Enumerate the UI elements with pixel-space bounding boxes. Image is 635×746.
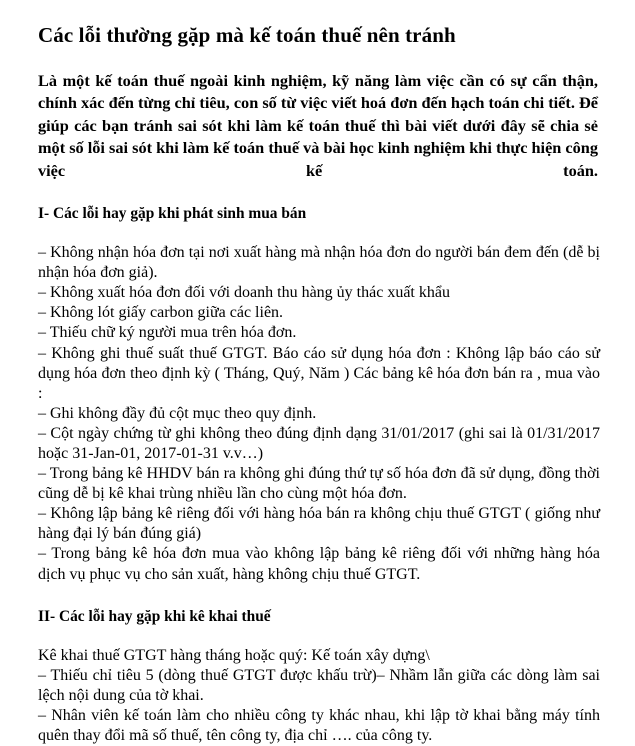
list-item: – Ghi không đầy đủ cột mục theo quy định. bbox=[38, 404, 317, 422]
section-two-heading: II- Các lỗi hay gặp khi kê khai thuế bbox=[38, 607, 271, 625]
page-title: Các lỗi thường gặp mà kế toán thuế nên tránh bbox=[38, 23, 456, 47]
list-item: – Không nhận hóa đơn tại nơi xuất hàng mà nhận hóa đơn do người bán đem đến (dễ bị nhận hóa đơn giả). bbox=[38, 244, 600, 282]
intro-paragraph: Là một kế toán thuế ngoài kinh nghiệm, kỹ năng làm việc cần có sự cẩn thận, chính xác đến từng chỉ tiêu, con số từ việc viết hoá đơn đến hạch toán chi tiết. Để giúp các bạn tránh sai sót khi làm kế toán thuế thì bài viết dưới đây sẽ chia sẻ một số lỗi sai sót khi làm kế toán thuế và bài học kinh nghiệm khi thực hiện công việc kế toán. bbox=[38, 71, 598, 180]
list-item: – Nhân viên kế toán làm cho nhiều công ty khác nhau, khi lập tờ khai bằng máy tính quên thay đổi mã số thuế, tên công ty, địa chỉ …. của công ty. bbox=[38, 706, 600, 744]
section-one-heading: I- Các lỗi hay gặp khi phát sinh mua bán bbox=[38, 205, 307, 223]
list-item: – Không xuất hóa đơn đối với doanh thu hàng ủy thác xuất khẩu bbox=[38, 284, 450, 302]
list-item: – Trong bảng kê HHDV bán ra không ghi đúng thứ tự số hóa đơn đã sử dụng, đồng thời cũng dễ bị kê khai trùng nhiều lần cho cùng một hóa đơn. bbox=[38, 465, 600, 503]
list-item: – Không lập bảng kê riêng đối với hàng hóa bán ra không chịu thuế GTGT ( giống như hàng đại lý bán đúng giá) bbox=[38, 505, 600, 543]
section-two-list bbox=[38, 646, 600, 746]
section-one-list bbox=[38, 243, 600, 585]
list-item: – Trong bảng kê hóa đơn mua vào không lập bảng kê riêng đối với những hàng hóa dịch vụ phục vụ cho sản xuất, hàng không chịu thuế GTGT. bbox=[38, 545, 600, 583]
list-item: – Không lót giấy carbon giữa các liên. bbox=[38, 304, 284, 322]
list-item: – Không ghi thuế suất thuế GTGT. Báo cáo sử dụng hóa đơn : Không lập báo cáo sử dụng hóa đơn theo định kỳ ( Tháng, Quý, Năm ) Các bảng kê hóa đơn bán ra , mua vào : bbox=[38, 344, 600, 402]
list-item: – Thiếu chỉ tiêu 5 (dòng thuế GTGT được khấu trừ)– Nhầm lẫn giữa các dòng làm sai lệch nội dung của tờ khai. bbox=[38, 666, 600, 704]
list-item: Kê khai thuế GTGT hàng tháng hoặc quý: Kế toán xây dựng\ bbox=[38, 646, 430, 664]
list-item: – Thiếu chữ ký người mua trên hóa đơn. bbox=[38, 324, 297, 342]
list-item: – Cột ngày chứng từ ghi không theo đúng định dạng 31/01/2017 (ghi sai là 01/31/2017 hoặc 31-Jan-01, 2017-01-31 v.v…) bbox=[38, 424, 600, 462]
